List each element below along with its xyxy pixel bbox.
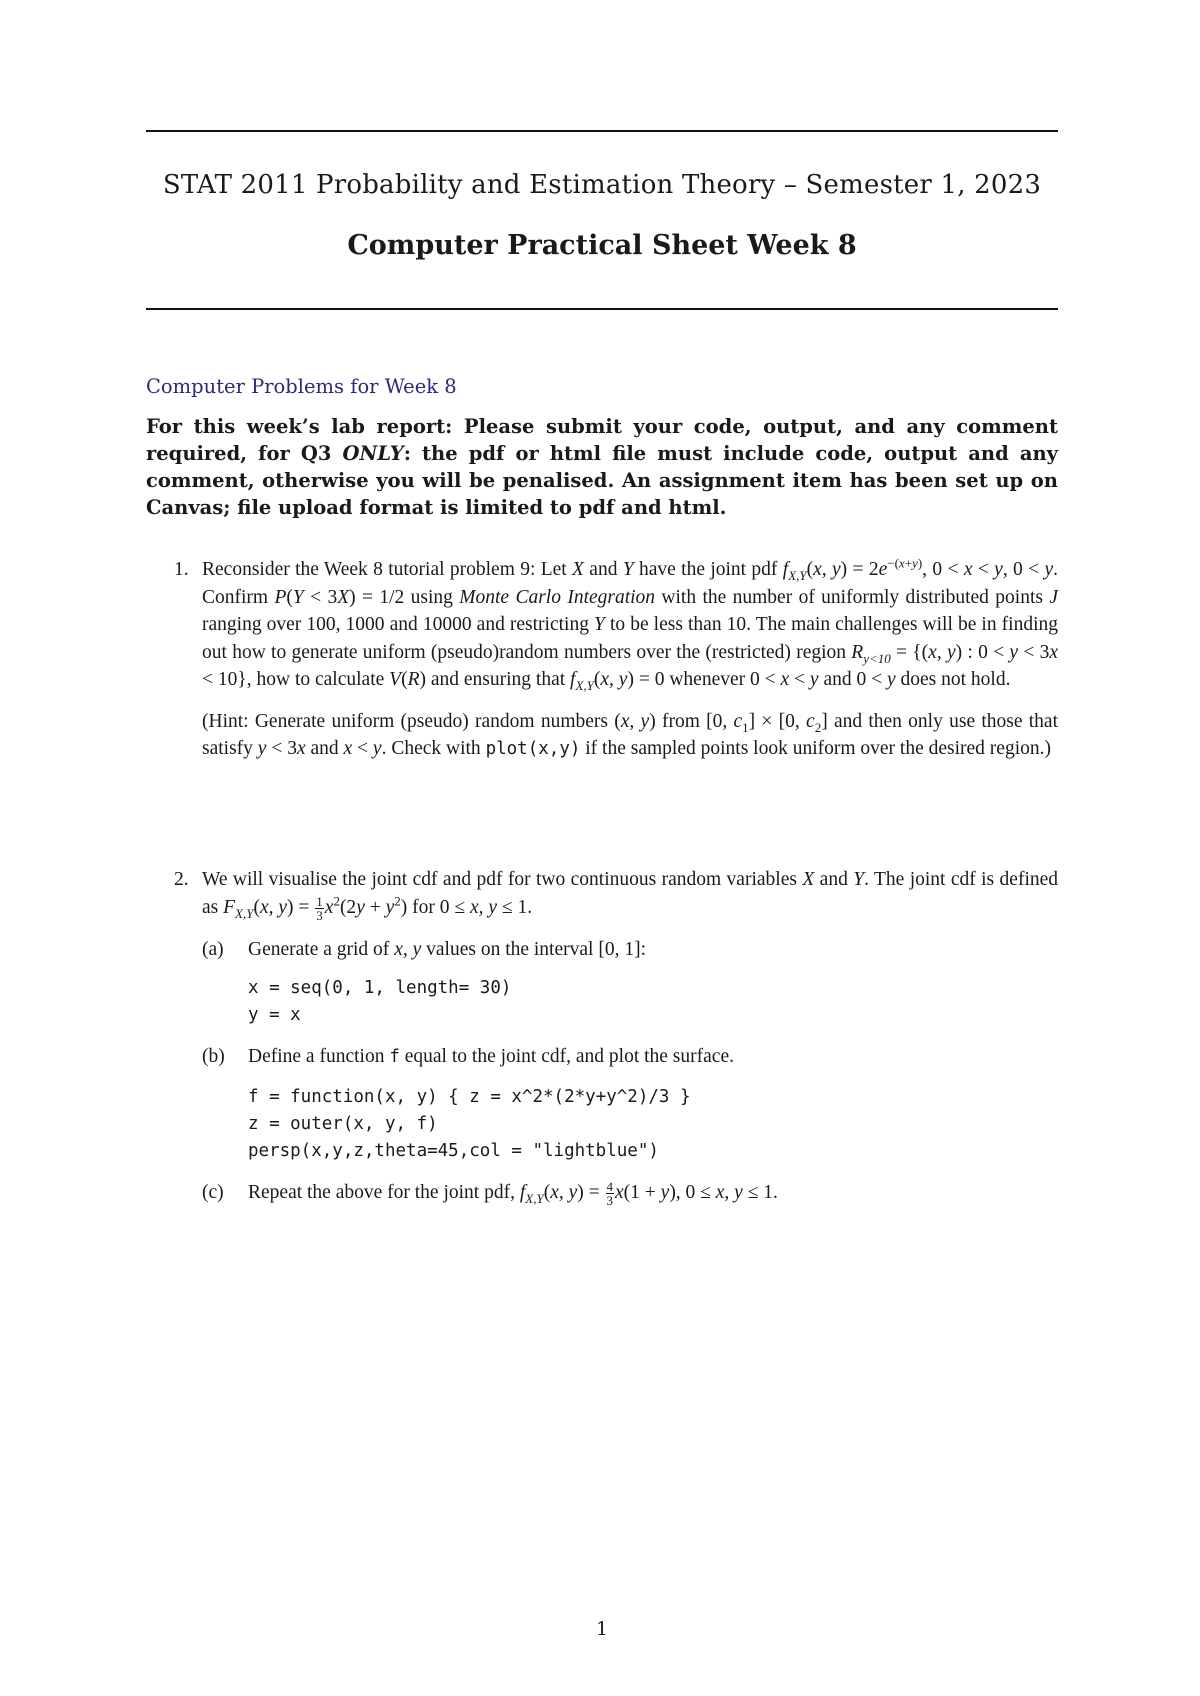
question-2: [146, 866, 1058, 1207]
lab-report-instructions: [146, 413, 1058, 521]
question-2c-text: Repeat the above for the joint pdf, $f_{X,Y}(x$, y) = $\frac{4}{3}$ x(1 + y), 0 ≤ x, y ≤ 1.: [248, 1178, 778, 1208]
question-2a-code: [248, 975, 1058, 1029]
question-2-number: 2.: [174, 869, 189, 890]
question-2-content: [202, 866, 1058, 1207]
hint-code: plot(x,y): [485, 739, 581, 759]
question-1-hint: (Hint: Generate uniform (pseudo) random numbers (x, y) from [0, $c_1] \times [0$, $c_2$] and then only use those that satisfy y < 3x and x < y. Check with plot(x,y) if the sampled points look uniform over the desired region.): [202, 710, 1059, 759]
question-2-text: We will visualise the joint cdf and pdf for two continuous random variables X and Y. The joint cdf is defined as $F_{X,Y}(x$, y) = $\frac{1}{3}$ $x^2(2y + y^2)$ for 0 ≤ x, y ≤ 1.: [202, 869, 1059, 923]
bottom-rule: [146, 308, 1058, 310]
question-2b-label: (b): [202, 1046, 225, 1068]
question-2c-label: (c): [202, 1181, 224, 1203]
code-line: z = outer(x, y, f): [248, 1113, 438, 1134]
code-line: persp(x,y,z,theta=45,col = "lightblue"): [248, 1140, 659, 1161]
method-name: Monte Carlo Integration: [459, 586, 656, 608]
lab-report-emph: ONLY: [342, 442, 404, 465]
question-1-content: [202, 556, 1058, 764]
sheet-title: Computer Practical Sheet Week 8: [347, 230, 857, 261]
page-number: 1: [595, 1618, 609, 1640]
document-page: [146, 0, 1058, 1696]
question-2b-text: Define a function f equal to the joint cdf, and plot the surface.: [248, 1046, 734, 1068]
code-line: x = seq(0, 1, length= 30): [248, 978, 512, 999]
question-2a-text: Generate a grid of x, y values on the interval [0, 1]:: [248, 938, 646, 960]
question-1-text: Reconsider the Week 8 tutorial problem 9: Let X and Y have the joint pdf $f_{X,Y}(x$, $y) = 2e^{-(x+y)}$, 0 < x < y, 0 < y. Confirm P(Y < 3X) = 1/2 using Monte Carlo Integration with the number of uniformly distributed points J ranging over 100, 1000 and 10000 and restricting Y to be less than 10. The main challenges will be in finding out how to generate uniform (pseudo)random numbers over the (restricted) region $R_{y<10} = \{(x$, y) : 0 < y < 3x < 10}, how to calculate V(R) and ensuring that $f_{X,Y}(x$, y) = 0 whenever 0 < x < y and 0 < y does not hold.: [202, 555, 1058, 693]
top-rule: [146, 130, 1058, 132]
question-2a-label: (a): [202, 938, 224, 960]
code-line: f = function(x, y) { z = x^2*(2*y+y^2)/3 }: [248, 1086, 691, 1107]
section-heading: Computer Problems for Week 8: [146, 375, 457, 398]
lab-report-part1: For this week’s lab report: Please submit your code, output, and any comment required, for Q3: [146, 415, 1058, 465]
question-2b-code: [248, 1084, 1058, 1165]
question-2b: [202, 1043, 1058, 1165]
question-2c: [202, 1179, 1058, 1207]
code-line: y = x: [248, 1005, 301, 1026]
question-1-number: 1.: [174, 559, 189, 580]
course-title: STAT 2011 Probability and Estimation Theory – Semester 1, 2023: [162, 170, 1042, 200]
lab-report-part2: : the pdf or html file must include code, output and any comment, otherwise you will be penalised. An assignment item has been set up on Canvas; file upload format is limited to pdf and html.: [146, 442, 1058, 519]
question-2a: [202, 936, 1058, 1030]
question-1: [146, 556, 1058, 764]
